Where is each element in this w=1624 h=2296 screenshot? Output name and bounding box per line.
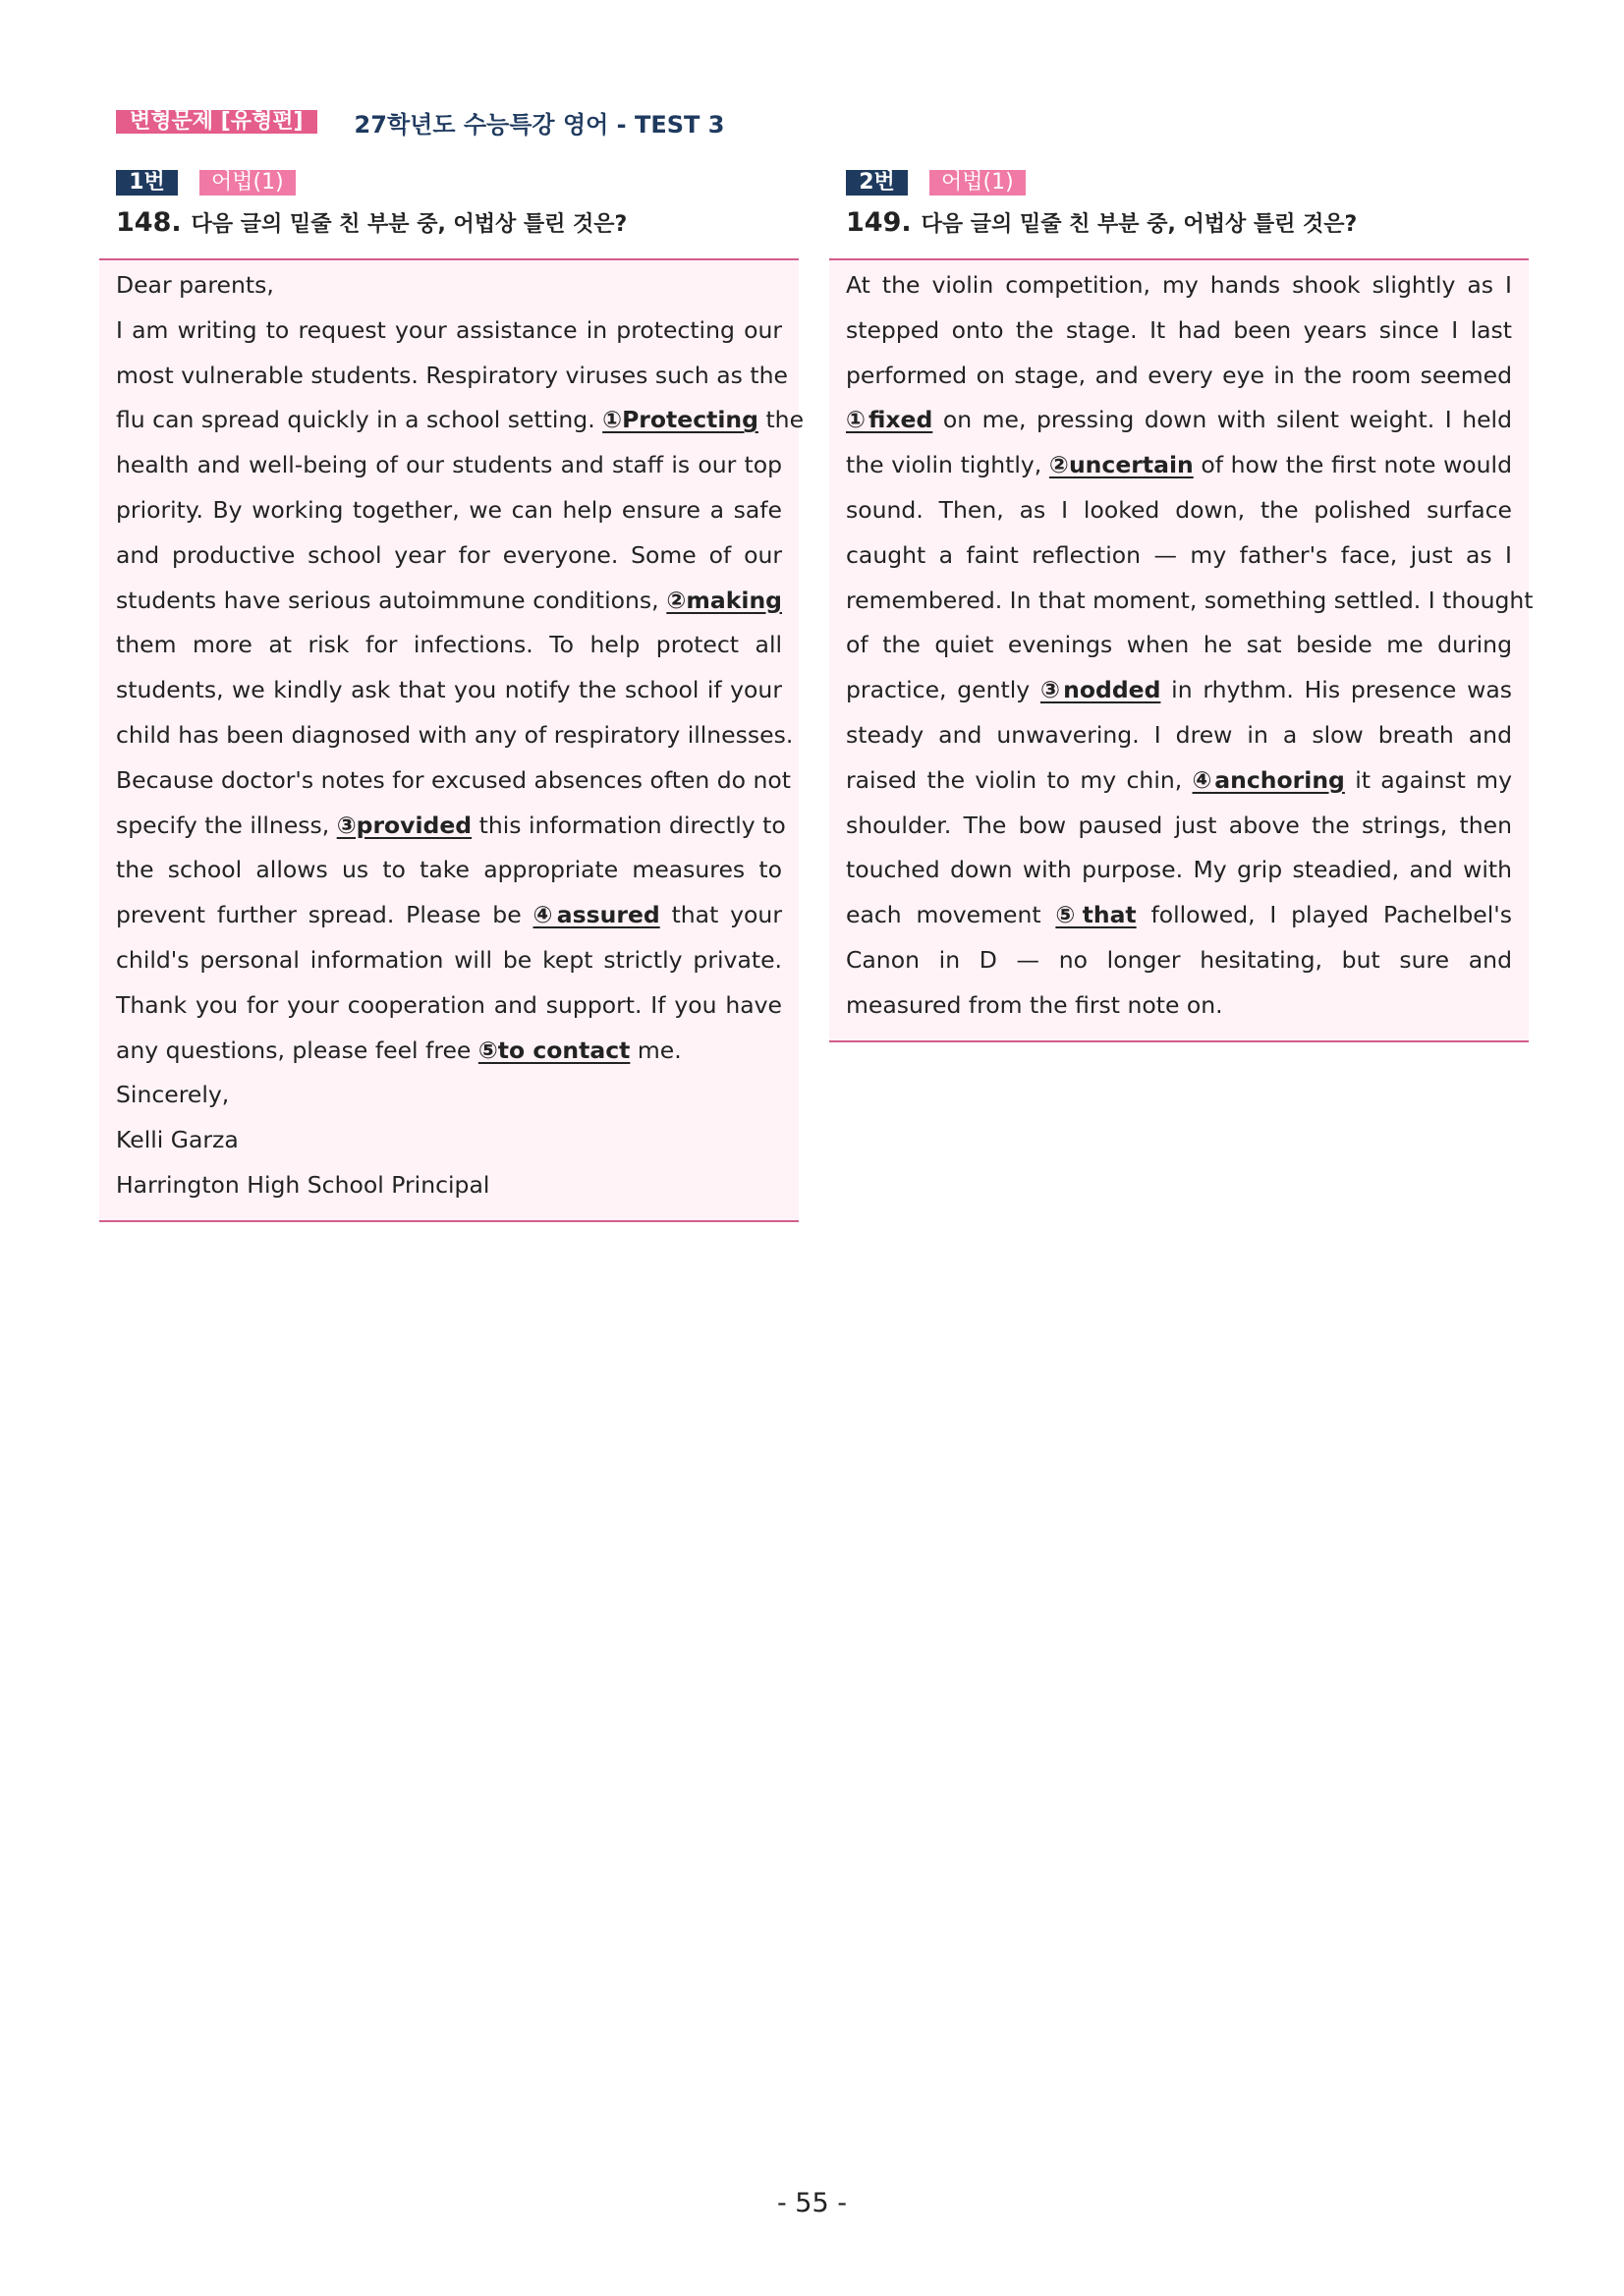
passage-text: measured from the first note on.	[846, 990, 1223, 1019]
passage-box	[99, 258, 805, 1222]
passage-text: most vulnerable students. Respiratory viruses such as the	[116, 361, 788, 389]
passage-line	[116, 668, 782, 713]
question-149	[829, 169, 1534, 1042]
passage-text: I am writing to request your assistance in protecting our	[116, 315, 782, 344]
passage-text: Dear parents,	[116, 271, 274, 299]
passage-line	[846, 983, 1512, 1029]
passage-text: them more at risk for infections. To help protect all	[116, 631, 782, 659]
underlined-choice: ①fixed	[846, 406, 933, 434]
passage-line	[116, 308, 782, 354]
passage-text: raised the violin to my chin,	[846, 765, 1193, 794]
passage-line	[846, 443, 1512, 488]
passage-line	[846, 804, 1512, 849]
passage-line	[116, 533, 782, 579]
series-tag: 변형문제 [유형편]	[116, 110, 317, 134]
passage-line	[846, 668, 1512, 713]
passage-text: of the quiet evenings when he sat beside me during	[846, 631, 1512, 659]
passage-line	[116, 758, 792, 804]
passage-line	[116, 1073, 782, 1118]
passage-line	[846, 579, 1534, 624]
passage-text: remembered. In that moment, something settled. I thought	[846, 586, 1534, 614]
underlined-choice: ④anchoring	[1192, 765, 1345, 794]
question-148	[99, 169, 805, 1222]
underlined-choice: ⑤to contact	[477, 1036, 631, 1064]
passage-text: specify the illness,	[116, 811, 337, 839]
type-badge: 어법(1)	[929, 170, 1026, 196]
passage-text: stepped onto the stage. It had been years since I last	[846, 315, 1512, 344]
passage-line	[846, 848, 1512, 893]
passage-line	[116, 983, 782, 1029]
question-prompt	[846, 207, 1529, 243]
passage-line	[116, 938, 782, 983]
passage-text: in rhythm. His presence was	[1160, 676, 1512, 704]
passage-line	[116, 1163, 782, 1208]
page-header	[116, 102, 724, 141]
passage-line	[116, 893, 782, 938]
passage-text: performed on stage, and every eye in the room seemed	[846, 361, 1512, 389]
passage-text: caught a faint reflection — my father's face, just as I	[846, 540, 1512, 569]
passage-line	[116, 488, 782, 533]
passage-line	[116, 713, 794, 758]
passage-line	[846, 533, 1512, 579]
passage-text: students, we kindly ask that you notify the school if your	[116, 676, 782, 704]
passage-text: the violin tightly,	[846, 451, 1049, 479]
passage-text: on me, pressing down with silent weight. I held	[932, 406, 1513, 434]
underlined-choice: ②making	[666, 586, 782, 614]
passage-text: students have serious autoimmune conditions,	[116, 586, 667, 614]
passage-text: steady and unwavering. I drew in a slow breath and	[846, 720, 1512, 749]
passage-line	[846, 623, 1512, 668]
passage-text: this information directly to	[472, 811, 786, 839]
passage-text: of how the first note would	[1193, 451, 1513, 479]
passage-text: me.	[630, 1036, 682, 1064]
passage-line	[846, 263, 1512, 308]
question-text: 다음 글의 밑줄 친 부분 중, 어법상 틀린 것은?	[191, 212, 628, 237]
passage-line	[846, 938, 1512, 983]
passage-text: health and well-being of our students and staff is our top	[116, 451, 782, 479]
passage-line	[116, 1029, 782, 1074]
passage-text: shoulder. The bow paused just above the strings, then	[846, 811, 1512, 839]
passage-text: priority. By working together, we can help ensure a safe	[116, 495, 782, 524]
passage-line	[116, 623, 782, 668]
passage-text: it against my	[1344, 765, 1512, 794]
passage-text: touched down with purpose. My grip steadied, and with	[846, 856, 1512, 884]
question-number: 149.	[846, 207, 912, 238]
series-title: 27학년도 수능특강 영어 - TEST 3	[354, 110, 725, 139]
passage-text: any questions, please feel free	[116, 1036, 478, 1064]
underlined-choice: ③nodded	[1039, 676, 1161, 704]
passage-text: At the violin competition, my hands shook slightly as I	[846, 271, 1512, 299]
passage-line	[116, 579, 782, 624]
passage-line	[116, 263, 782, 308]
passage-text: child's personal information will be kept strictly private.	[116, 945, 782, 974]
passage-line	[116, 398, 805, 443]
passage-text: Sincerely,	[116, 1081, 230, 1109]
underlined-choice: ⑤that	[1055, 901, 1137, 929]
passage-line	[846, 713, 1512, 758]
passage-text: each movement	[846, 901, 1056, 929]
passage-line	[116, 354, 788, 399]
passage-text: Thank you for your cooperation and support. If you have	[116, 990, 782, 1019]
type-badge: 어법(1)	[199, 170, 296, 196]
passage-text: and productive school year for everyone. Some of our	[116, 540, 782, 569]
passage-line	[846, 308, 1512, 354]
question-prompt	[116, 207, 799, 243]
passage-text: that your	[659, 901, 782, 929]
passage-box	[829, 258, 1534, 1042]
passage-line	[116, 804, 786, 849]
passage-line	[846, 354, 1512, 399]
number-badge: 2번	[846, 170, 908, 196]
passage-text: practice, gently	[846, 676, 1040, 704]
question-number: 148.	[116, 207, 182, 238]
passage-text: flu can spread quickly in a school setting.	[116, 406, 603, 434]
passage-line	[846, 893, 1512, 938]
number-badge: 1번	[116, 170, 178, 196]
passage-text: Harrington High School Principal	[116, 1170, 490, 1199]
passage-line	[116, 848, 782, 893]
passage-text: prevent further spread. Please be	[116, 901, 533, 929]
passage-text: followed, I played Pachelbel's	[1136, 901, 1512, 929]
passage-line	[116, 1118, 782, 1163]
passage-line	[116, 443, 782, 488]
passage-text: the	[757, 406, 805, 434]
passage-text: sound. Then, as I looked down, the polished surface	[846, 495, 1512, 524]
page-number: - 55 -	[776, 2188, 847, 2218]
underlined-choice: ②uncertain	[1048, 451, 1194, 479]
passage-text: Canon in D — no longer hesitating, but sure and	[846, 945, 1512, 974]
passage-text: the school allows us to take appropriate measures to	[116, 856, 782, 884]
passage-text: Because doctor's notes for excused absences often do not	[116, 765, 792, 794]
question-text: 다음 글의 밑줄 친 부분 중, 어법상 틀린 것은?	[921, 212, 1358, 237]
underlined-choice: ③provided	[336, 811, 473, 839]
underlined-choice: ①Protecting	[602, 406, 758, 434]
passage-line	[846, 758, 1512, 804]
question-tags	[116, 169, 799, 196]
passage-text: Kelli Garza	[116, 1126, 239, 1154]
passage-line	[846, 398, 1512, 443]
question-tags	[846, 169, 1529, 196]
underlined-choice: ④assured	[532, 901, 660, 929]
passage-text: child has been diagnosed with any of respiratory illnesses.	[116, 720, 794, 749]
passage-line	[846, 488, 1512, 533]
